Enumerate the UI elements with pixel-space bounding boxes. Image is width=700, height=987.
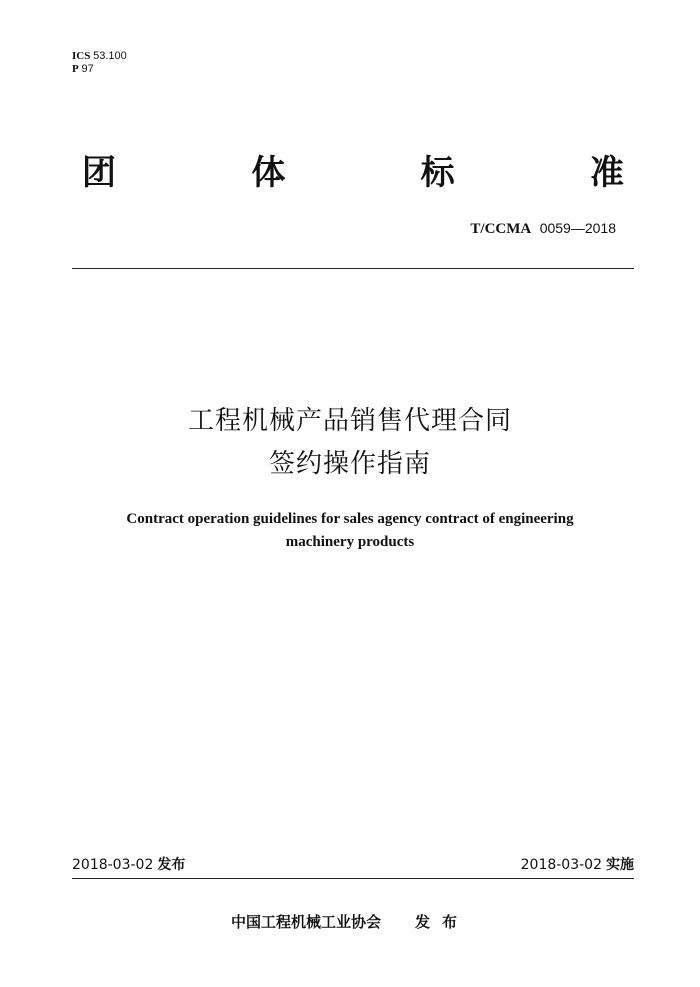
- chinese-title-line-1: 工程机械产品销售代理合同: [187, 406, 512, 436]
- issue-date-value: 2018-03-02: [72, 857, 154, 873]
- implementation-date: [521, 856, 634, 874]
- ccs-code-line: [72, 63, 127, 76]
- ics-code: 53.100: [93, 50, 127, 62]
- issue-date-label: 发布: [157, 857, 186, 873]
- standard-number-prefix: T/CCMA: [470, 221, 532, 237]
- standard-type-char: 团: [82, 153, 116, 193]
- english-title-line-2: machinery products: [285, 534, 415, 550]
- classification-codes: [72, 50, 127, 76]
- standard-type-char: 准: [589, 153, 624, 193]
- bottom-divider: [72, 878, 634, 879]
- ccs-code: 97: [81, 63, 94, 75]
- ics-code-line: [72, 50, 127, 63]
- publisher-action: 发布: [415, 913, 470, 931]
- issue-date: [72, 856, 185, 874]
- top-divider: [72, 268, 634, 269]
- implementation-date-label: 实施: [606, 857, 634, 873]
- standard-type-heading: [82, 148, 624, 198]
- publisher-line: [0, 912, 700, 932]
- english-title-line-1: Contract operation guidelines for sales agency contract of engineering: [126, 511, 574, 527]
- chinese-title-line-2: 签约操作指南: [268, 449, 431, 479]
- standard-type-char: 标: [420, 153, 455, 193]
- standard-number-value: 0059—2018: [539, 220, 616, 236]
- standard-type-char: 体: [251, 153, 286, 193]
- ccs-label: P: [72, 63, 79, 75]
- ics-label: ICS: [72, 50, 91, 62]
- standard-number: [470, 219, 616, 238]
- implementation-date-value: 2018-03-02: [520, 857, 602, 873]
- publisher-name: 中国工程机械工业协会: [230, 913, 381, 931]
